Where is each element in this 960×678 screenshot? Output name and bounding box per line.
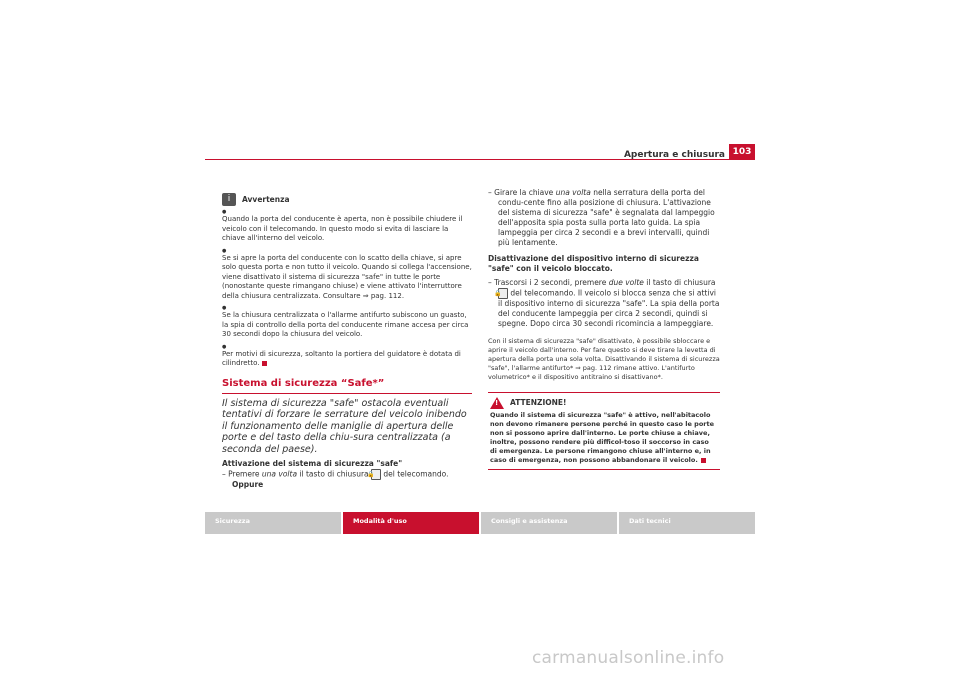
section-lead: Il sistema di sicurezza "safe" ostacola eventuali tentativi di forzare le serrature del veicolo inibendo il funzionamento delle maniglie di apertura delle porte e del tasto della chiu-sura centralizzata (a seconda del paese). [222,397,467,455]
lock-key-icon: 🔒 [498,288,508,299]
note-bullet: ● Se si apre la porta del conducente con lo scatto della chiave, si apre solo questa porta e non tutto il veicolo. Quando si collega l'accensione, viene disattivato il sistema di sicurezza "safe" in tutte le porte (nonostante queste rimangano chiuse) e viene attivato l'interruttore della chiusura centralizzata. Consultare ⇒ pag. 112. [222,248,472,302]
deactivation-heading: Disattivazione del dispositivo interno di sicurezza "safe" con il veicolo bloccato. [488,254,699,273]
watermark: carmanualsonline.info [532,648,725,668]
note-bullet: ● Se la chiusura centralizzata o l'allarme antifurto subiscono un guasto, la spia di controllo della porta del conducente rimane accesa per circa 30 secondi dopo la chiusura del veicolo. [222,305,472,340]
warning-header [490,397,718,409]
note-bullet: ● Quando la porta del conducente è aperta, non è possibile chiudere il veicolo con il telecomando. In questo modo si evita di lasciare la chiave all'interno del veicolo. [222,209,472,244]
left-column [222,193,472,490]
section-title: Sistema di sicurezza “Safe*” [222,378,472,394]
activation-heading: Attivazione del sistema di sicurezza "safe" [222,459,403,468]
note-icon: i [222,193,236,206]
tab-sicurezza[interactable]: Sicurezza [205,512,341,534]
note-title: Avvertenza [242,194,290,204]
note-header [222,193,472,206]
warning-triangle-icon: ! [490,397,504,409]
deactivation-body: Con il sistema di sicurezza "safe" disattivato, è possibile sbloccare e aprire il veicolo dall'interno. Per fare questo si deve tirare la levetta di apertura della porta una sola volta. Disattivando il sistema di sicurezza "safe", l'allarme antifurto* ⇒ pag. 112 rimane attivo. L'antifurto volumetrico* e il dispositivo antitraino si disattivano*. [488,337,720,381]
footer-tabs [205,512,755,534]
warning-box [488,392,720,470]
end-marker-icon [262,361,267,366]
lock-key-icon: 🔒 [371,469,381,480]
key-step: – Girare la chiave una volta nella serratura della porta del condu-cente fino alla posizione di chiusura. L'attivazione del sistema di sicurezza "safe" è segnalata dal lampeggio dell'apposita spia posta sulla porta lato guida. La spia lampeggia per circa 2 secondi e a brevi intervalli, quindi più lentamente. [488,188,715,247]
warning-title: ATTENZIONE! [510,398,567,408]
note-bullet: ● Per motivi di sicurezza, soltanto la portiera del guidatore è dotata di cilindretto. [222,344,472,369]
warning-text: Quando il sistema di sicurezza "safe" è attivo, nell'abitacolo non devono rimanere persone perché in questo caso le porte non si possono aprire dall'interno. Le porte chiuse a chiave, inoltre, possono rendere più difficol-toso il soccorso in caso di emergenza. Le persone rimangono chiuse all'interno e, in caso di emergenza, non possono abbandonare il veicolo. [490,411,715,464]
tab-consigli-assistenza[interactable]: Consigli e assistenza [481,512,617,534]
deactivation-step: – Trascorsi i 2 secondi, premere due volte il tasto di chiusura 🔒 del telecomando. Il veicolo si blocca senza che si attivi il dispositivo interno di sicurezza "safe". La spia della porta del conducente lampeggia per circa 2 secondi, quindi si spegne. Dopo circa 30 secondi ricomincia a lampeggiare. [488,278,720,328]
right-column [488,188,720,470]
tab-modalita-uso[interactable]: Modalità d'uso [343,512,479,534]
page-number: 103 [729,144,755,160]
tab-dati-tecnici[interactable]: Dati tecnici [619,512,755,534]
activation-step: – Premere una volta il tasto di chiusura 🔒 del telecomando. [222,469,449,479]
oppure-label: Oppure [232,480,264,489]
running-title: Apertura e chiusura [623,150,725,160]
end-marker-icon [701,458,706,463]
